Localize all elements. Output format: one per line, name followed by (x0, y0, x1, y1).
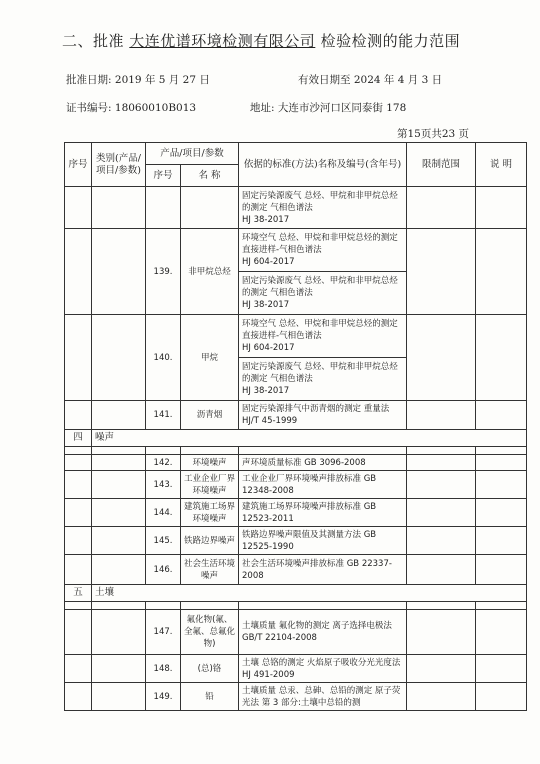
item-number: 149. (146, 683, 181, 711)
page-number: 第15页共23 页 (397, 128, 470, 140)
standard-code: HJ 38-2017 (242, 386, 290, 396)
standard-code: HJ 604-2017 (242, 257, 295, 267)
item-name: 非甲烷总烃 (181, 229, 239, 315)
address-value: 大连市沙河口区同泰街 178 (277, 102, 407, 114)
standard-text: 土壤 总铬的测定 火焰原子吸收分光光度法 HJ 491-2009 (239, 655, 407, 683)
item-number: 142. (146, 455, 181, 471)
standard-text: 环境空气 总烃、甲烷和非甲烷总烃的测定 直接进样-气相色谱法 (242, 233, 398, 255)
cert-no-label: 证书编号: (66, 102, 112, 114)
valid-until-label: 有效日期至 (298, 74, 351, 86)
standard-code: HJ 38-2017 (242, 300, 290, 310)
table-row (65, 315, 527, 358)
category-name: 土壤 (92, 585, 527, 602)
table-row (65, 610, 527, 655)
item-number: 143. (146, 471, 181, 499)
table-row (65, 455, 527, 471)
item-name: 甲烷 (181, 315, 239, 401)
item-number: 144. (146, 499, 181, 527)
item-name: (总)铬 (181, 655, 239, 683)
standard-text: 声环境质量标准 GB 3096-2008 (239, 455, 407, 471)
item-name: 建筑施工场界环境噪声 (181, 499, 239, 527)
approval-date-label: 批准日期: (66, 74, 112, 86)
standard-text: 社会生活环境噪声排放标准 GB 22337-2008 (239, 555, 407, 585)
standard-text: 固定污染源废气 总烃、甲烷和非甲烷总烃的测定 气相色谱法 (242, 276, 398, 298)
valid-until-value: 2024 年 4 月 3 日 (353, 74, 443, 86)
capability-table (64, 142, 527, 711)
category-number: 五 (65, 585, 92, 602)
standard-text: 固定污染源废气 总烃、甲烷和非甲烷总烃的测定 气相色谱法 (242, 190, 398, 213)
table-row (65, 187, 527, 229)
item-name: 环境噪声 (181, 455, 239, 471)
table-row (65, 499, 527, 527)
approval-date (66, 72, 210, 87)
table-row (65, 401, 527, 430)
header-sub-seq: 序号 (146, 165, 181, 187)
standard-text: 固定污染源废气 总烃、甲烷和非甲烷总烃的测定 气相色谱法 (242, 362, 398, 384)
table-row (65, 655, 527, 683)
cert-no-value: 18060010B013 (114, 102, 197, 114)
item-number: 145. (146, 527, 181, 555)
address (250, 100, 406, 115)
standard-text: 土壤质量 氟化物的测定 离子选择电极法 GB/T 22104-2008 (239, 610, 407, 655)
item-name: 铅 (181, 683, 239, 711)
organization-name: 大连优谱环境检测有限公司 (129, 32, 316, 50)
standard-code: HJ 38-2017 (242, 214, 290, 225)
item-number: 139. (146, 229, 181, 315)
category-row (65, 430, 527, 447)
item-name: 铁路边界噪声 (181, 527, 239, 555)
approval-date-value: 2019 年 5 月 27 日 (114, 74, 210, 86)
header-name: 名 称 (181, 165, 239, 187)
header-category: 类别(产品/项目/参数) (92, 143, 146, 187)
title-suffix: 检验检测的能力范围 (320, 32, 461, 50)
table-row (65, 471, 527, 499)
standard-text: 土壤质量 总汞、总砷、总铅的测定 原子荧光法 第 3 部分:土壤中总铅的测 (239, 683, 407, 711)
standard-text: 铁路边界噪声限值及其测量方法 GB 12525-1990 (239, 527, 407, 555)
item-name: 氟化物(氟、全氟、总氟化物) (181, 610, 239, 655)
valid-until (298, 72, 442, 87)
category-number: 四 (65, 430, 92, 447)
item-name: 工业企业厂界环境噪声 (181, 471, 239, 499)
standard-code: HJ 604-2017 (242, 343, 295, 353)
item-number: 148. (146, 655, 181, 683)
table-row (65, 527, 527, 555)
item-number: 141. (146, 401, 181, 430)
item-name: 社会生活环境噪声 (181, 555, 239, 585)
certificate-number (66, 100, 196, 115)
header-limit: 限制范围 (407, 143, 476, 187)
category-name: 噪声 (92, 430, 527, 447)
header-seq: 序号 (65, 143, 92, 187)
table-row (65, 555, 527, 585)
standard-text: 建筑施工场界环境噪声排放标准 GB 12523-2011 (239, 499, 407, 527)
standard-text: 固定污染源排气中沥青烟的测定 重量法 HJ/T 45-1999 (239, 401, 407, 430)
table-row (65, 683, 527, 711)
table-row (65, 229, 527, 272)
category-row (65, 585, 527, 602)
page-title (62, 30, 460, 51)
header-standard: 依据的标准(方法)名称及编号(含年号) (239, 143, 407, 187)
standard-text: 工业企业厂界环境噪声排放标准 GB 12348-2008 (239, 471, 407, 499)
item-name: 沥青烟 (181, 401, 239, 430)
standard-text: 环境空气 总烃、甲烷和非甲烷总烃的测定 直接进样-气相色谱法 (242, 319, 398, 341)
header-note: 说 明 (476, 143, 527, 187)
item-number: 147. (146, 610, 181, 655)
title-prefix: 二、批准 (62, 32, 125, 50)
address-label: 地址: (250, 102, 275, 114)
item-number: 146. (146, 555, 181, 585)
header-product-group: 产品/项目/参数 (146, 143, 239, 165)
item-number: 140. (146, 315, 181, 401)
